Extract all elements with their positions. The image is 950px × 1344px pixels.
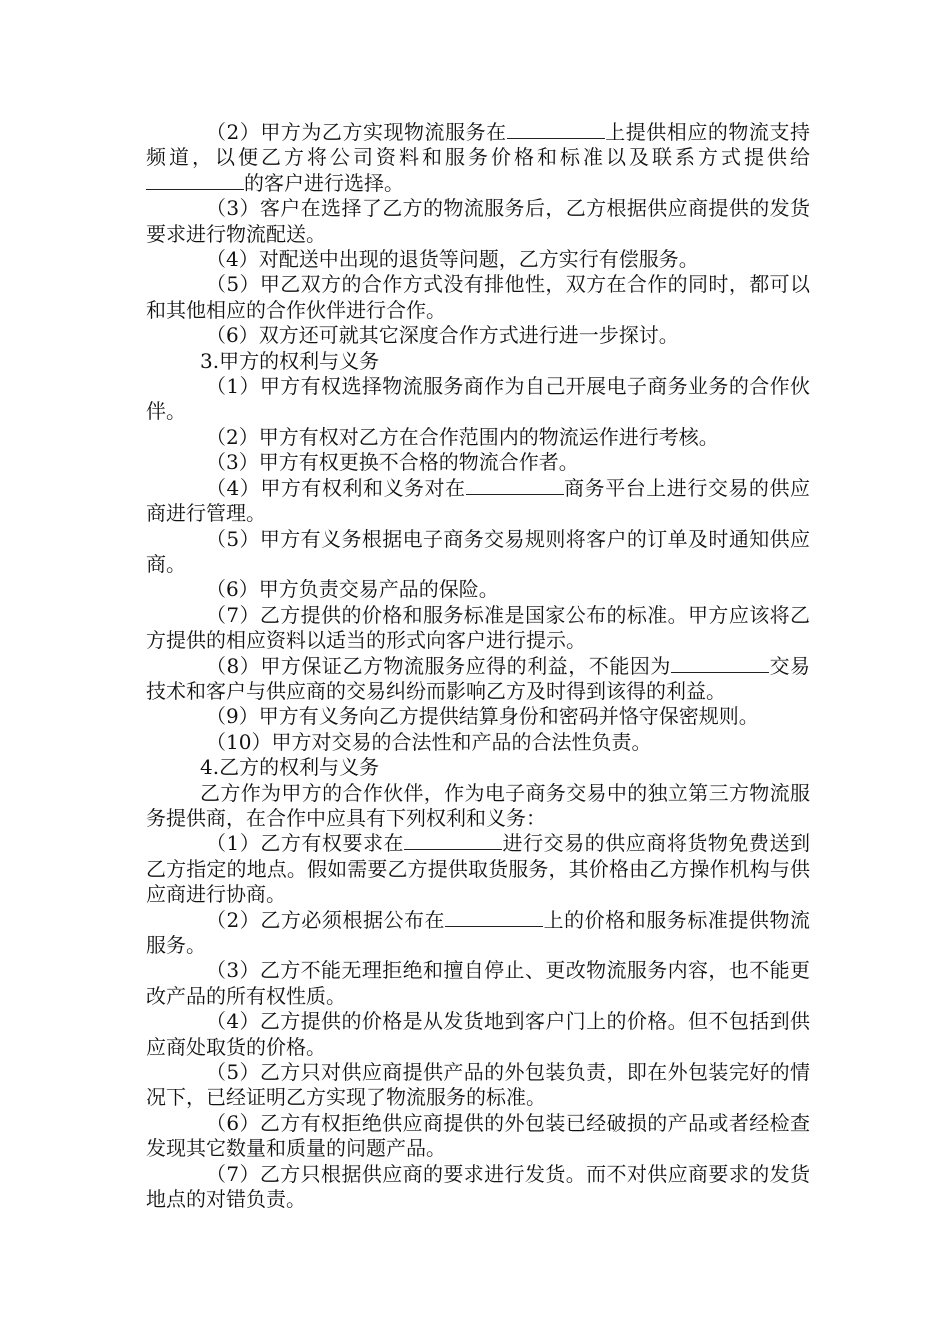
fill-in-blank <box>466 476 564 495</box>
paragraph-text: （6）甲方负责交易产品的保险。 <box>206 577 499 602</box>
paragraph-text: （4）乙方提供的价格是从发货地到客户门上的价格。但不包括到供应商处取货的价格。 <box>146 1009 810 1059</box>
paragraph <box>146 654 810 705</box>
paragraph <box>146 958 810 1009</box>
paragraph-text: 乙方作为甲方的合作伙伴，作为电子商务交易中的独立第三方物流服务提供商，在合作中应具有下列权利和义务： <box>146 780 810 830</box>
fill-in-blank <box>671 654 769 673</box>
paragraph-text: （2）甲方有权对乙方在合作范围内的物流运作进行考核。 <box>206 424 719 449</box>
paragraph-text: （5）乙方只对供应商提供产品的外包装负责，即在外包装完好的情况下，已经证明乙方实现了物流服务的标准。 <box>146 1060 810 1110</box>
paragraph <box>146 603 810 654</box>
paragraph <box>146 781 810 832</box>
paragraph-text: （2）甲方为乙方实现物流服务在 <box>206 120 507 144</box>
paragraph <box>146 1111 810 1162</box>
paragraph-text: 4.乙方的权利与义务 <box>200 755 380 780</box>
paragraph <box>146 425 810 450</box>
paragraph <box>146 577 810 602</box>
paragraph <box>146 349 810 374</box>
paragraph-text: （8）甲方保证乙方物流服务应得的利益，不能因为 <box>206 653 671 678</box>
fill-in-blank <box>146 171 244 190</box>
paragraph-text: （9）甲方有义务向乙方提供结算身份和密码并恪守保密规则。 <box>206 704 759 729</box>
paragraph-text: （6）乙方有权拒绝供应商提供的外包装已经破损的产品或者经检查发现其它数量和质量的问题产品。 <box>146 1110 810 1161</box>
paragraph-text: （3）甲方有权更换不合格的物流合作者。 <box>206 450 579 475</box>
paragraph <box>146 450 810 475</box>
paragraph <box>146 730 810 755</box>
paragraph-text: （10）甲方对交易的合法性和产品的合法性负责。 <box>206 729 652 754</box>
paragraph <box>146 1009 810 1060</box>
paragraph <box>146 476 810 527</box>
paragraph-text: 交易技术和客户与供应商的交易纠纷而影响乙方及时得到该得的利益。 <box>146 653 810 703</box>
paragraph-text: （5）甲方有义务根据电子商务交易规则将客户的订单及时通知供应商。 <box>146 526 810 576</box>
paragraph-text: （2）乙方必须根据公布在 <box>206 907 446 932</box>
paragraph <box>146 831 810 907</box>
paragraph-text: （4）甲方有权利和义务对在 <box>206 475 466 500</box>
fill-in-blank <box>404 831 502 850</box>
paragraph <box>146 120 810 196</box>
paragraph <box>146 704 810 729</box>
paragraph <box>146 1060 810 1111</box>
paragraph-text: （6）双方还可就其它深度合作方式进行进一步探讨。 <box>206 323 679 348</box>
paragraph-text: 商务平台上进行交易的供应商进行管理。 <box>146 475 810 526</box>
paragraph-text: （7）乙方提供的价格和服务标准是国家公布的标准。甲方应该将乙方提供的相应资料以适当的形式向客户进行提示。 <box>146 602 810 653</box>
paragraph <box>146 908 810 959</box>
paragraph-text: 上提供相应的物流支持频道，以便乙方将公司资料和服务价格和标准以及联系方式提供给 <box>146 120 810 170</box>
paragraph-text: 的客户进行选择。 <box>244 170 404 195</box>
paragraph <box>146 755 810 780</box>
paragraph-text: （4）对配送中出现的退货等问题，乙方实行有偿服务。 <box>206 247 699 272</box>
paragraph-text: （3）乙方不能无理拒绝和擅自停止、更改物流服务内容，也不能更改产品的所有权性质。 <box>146 958 810 1008</box>
paragraph-text: 进行交易的供应商将货物免费送到乙方指定的地点。假如需要乙方提供取货服务，其价格由乙方操作机构与供应商进行协商。 <box>146 831 810 907</box>
paragraph <box>146 196 810 247</box>
paragraph-text: （3）客户在选择了乙方的物流服务后，乙方根据供应商提供的发货要求进行物流配送。 <box>146 196 810 246</box>
paragraph-text: （1）甲方有权选择物流服务商作为自己开展电子商务业务的合作伙伴。 <box>146 374 810 424</box>
paragraph <box>146 272 810 323</box>
paragraph-text: 上的价格和服务标准提供物流服务。 <box>146 907 810 957</box>
fill-in-blank <box>507 120 605 139</box>
paragraph-text: （7）乙方只根据供应商的要求进行发货。而不对供应商要求的发货地点的对错负责。 <box>146 1161 810 1212</box>
paragraph-text: （1）乙方有权要求在 <box>206 831 405 856</box>
paragraph <box>146 1162 810 1213</box>
fill-in-blank <box>445 908 543 927</box>
paragraph <box>146 323 810 348</box>
paragraph <box>146 247 810 272</box>
paragraph <box>146 374 810 425</box>
document-body <box>146 120 810 1212</box>
paragraph <box>146 527 810 578</box>
paragraph-text: 3.甲方的权利与义务 <box>200 348 380 373</box>
paragraph-text: （5）甲乙双方的合作方式没有排他性，双方在合作的同时，都可以和其他相应的合作伙伴进行合作。 <box>146 272 810 322</box>
